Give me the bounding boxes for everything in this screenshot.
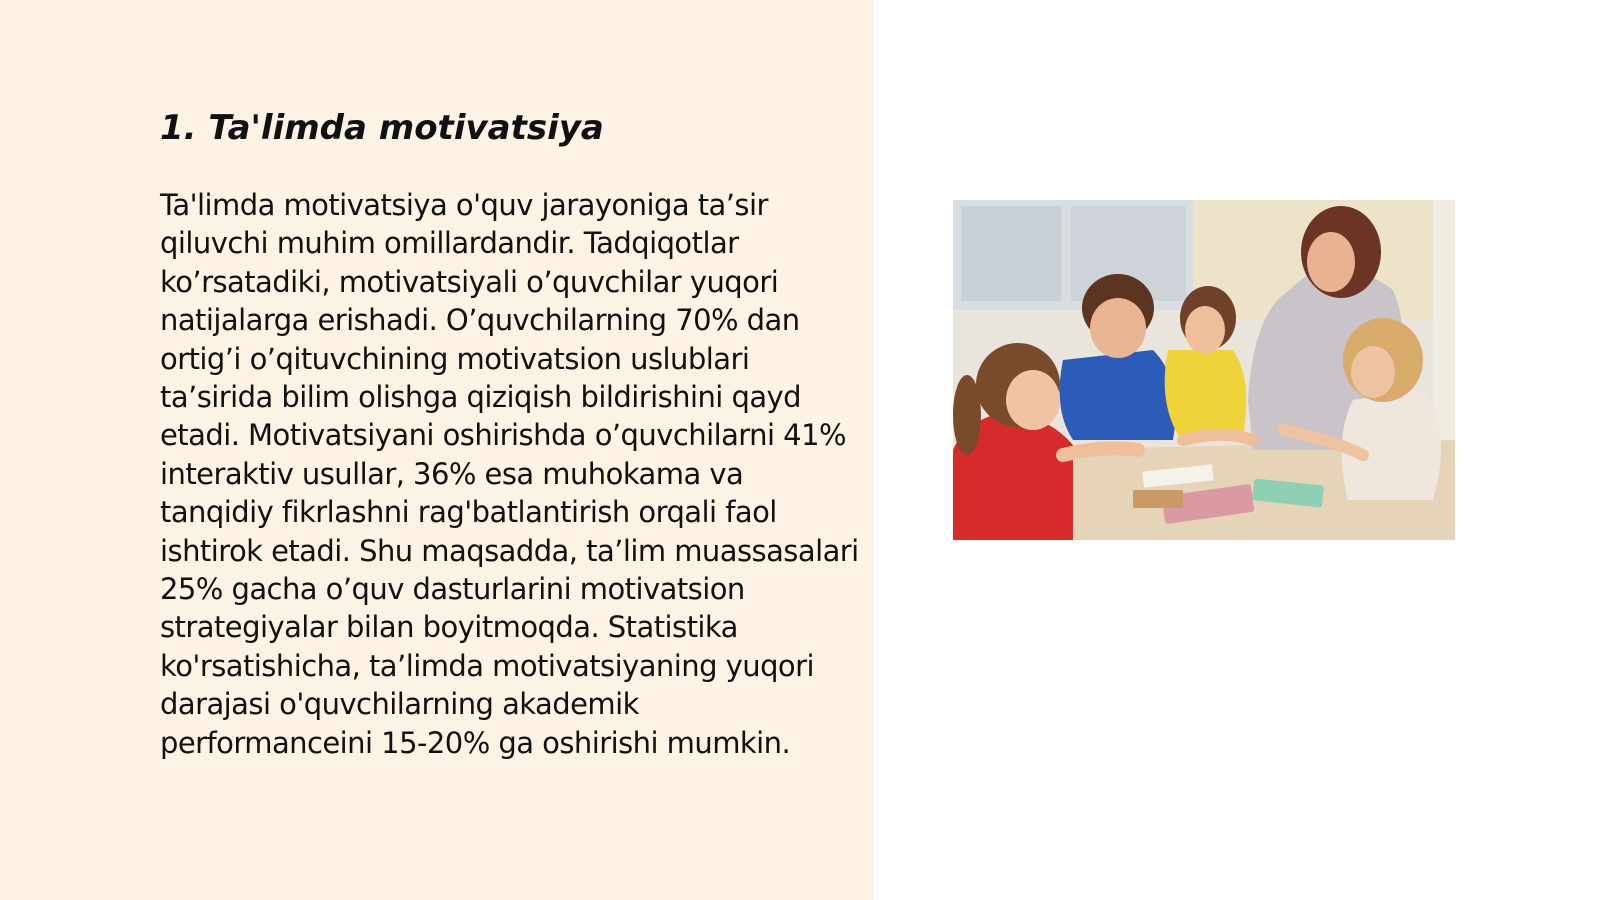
slide-title: 1. Ta'limda motivatsiya	[160, 108, 604, 148]
classroom-photo	[953, 200, 1455, 540]
slide-body-text: Ta'limda motivatsiya o'quv jarayoniga ta’sir qiluvchi muhim omillardandir. Tadqiqotlar ko’rsatadiki, motivatsiyali o’quvchilar yuqori natijalarga erishadi. O’quvchilarning 70% dan ortig’i o’qituvchining motivatsion uslublari ta’sirida bilim olishga qiziqish bildirishini qayd etadi. Motivatsiyani oshirishda o’quvchilarni 41% interaktiv usullar, 36% esa muhokama va tanqidiy fikrlashni rag'batlantirish orqali faol ishtirok etadi. Shu maqsadda, ta’lim muassasalari 25% gacha o’quv dasturlarini motivatsion strategiyalar bilan boyitmoqda. Statistika ko'rsatishicha, ta’limda motivatsiyaning yuqori darajasi o'quvchilarning akademik performanceini 15-20% ga oshirishi mumkin.	[160, 188, 859, 760]
